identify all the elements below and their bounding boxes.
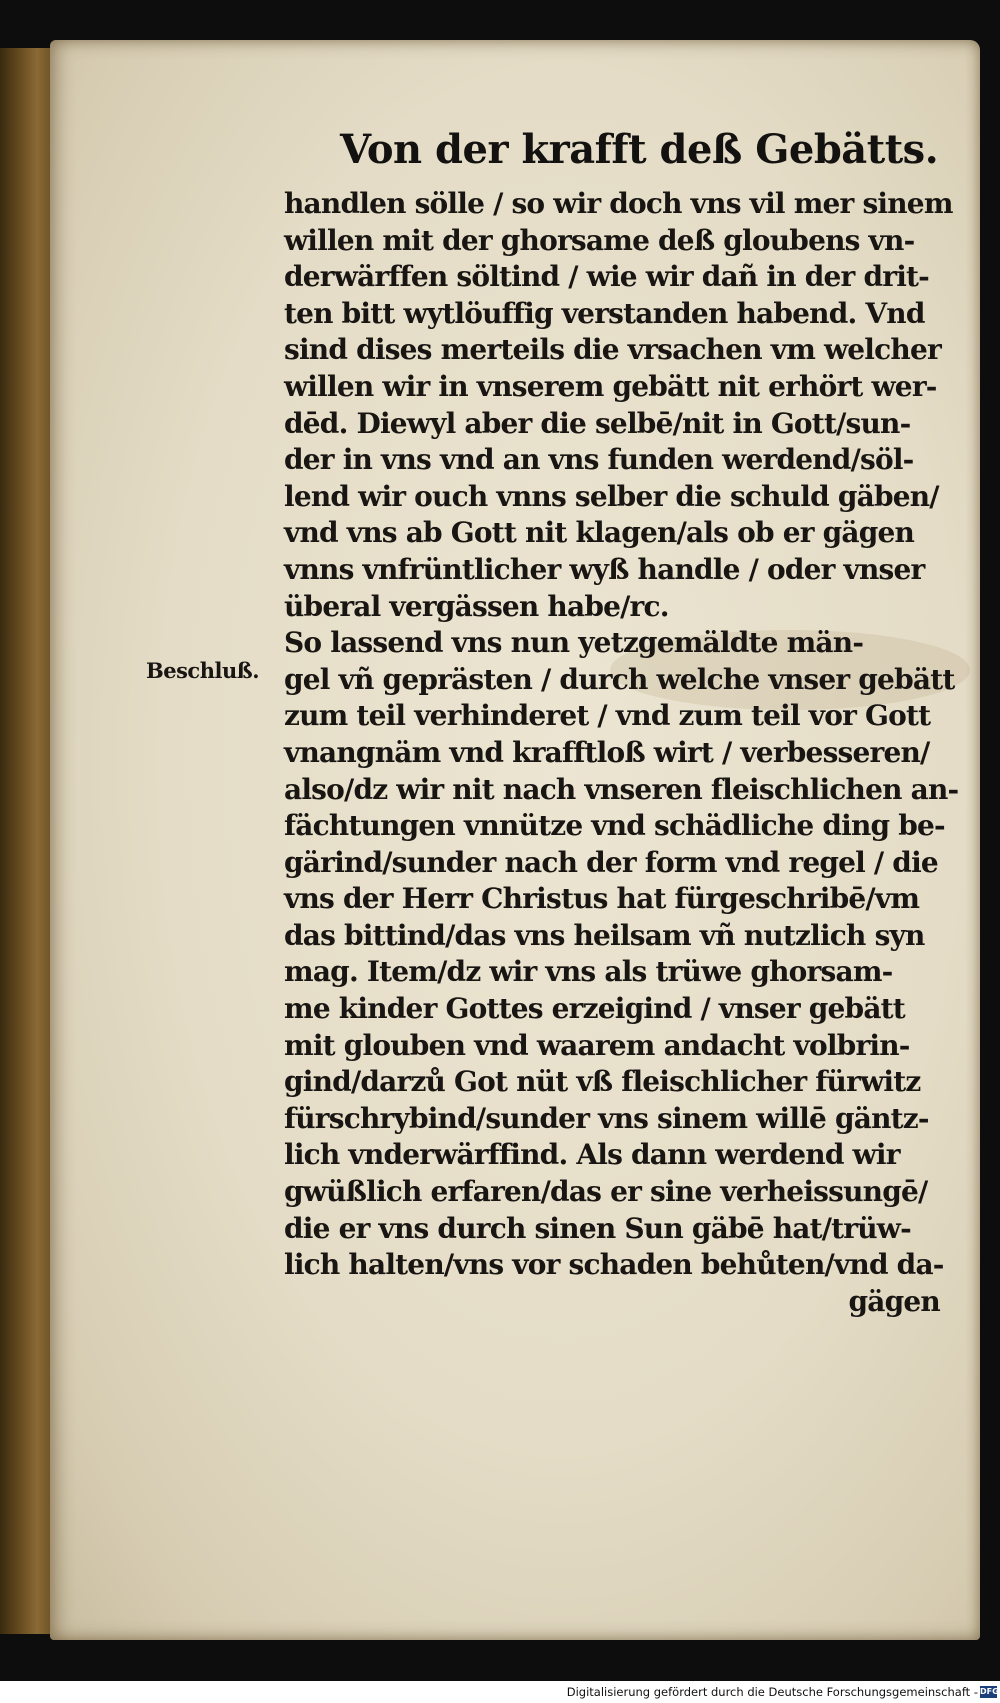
text-line: mag. Item/dz wir vns als trüwe ghorsam- <box>284 955 893 989</box>
digitization-credit: Digitalisierung gefördert durch die Deutsche Forschungsgemeinschaft - <box>566 1685 978 1699</box>
text-line: lich halten/vns vor schaden behůten/vnd da- <box>284 1248 944 1282</box>
text-line: lend wir ouch vnns selber die schuld gäben/ <box>284 479 939 513</box>
text-line: gärind/sunder nach der form vnd regel / die <box>284 845 938 879</box>
text-line: fächtungen vnnütze vnd schädliche ding be- <box>284 809 945 843</box>
text-line: vnd vns ab Gott nit klagen/als ob er gägen <box>284 516 915 550</box>
catchword: gägen <box>848 1284 940 1318</box>
text-line: mit glouben vnd waarem andacht volbrin- <box>284 1028 910 1062</box>
footer-bar <box>0 1681 1000 1703</box>
text-line: So lassend vns nun yetzgemäldte män- <box>284 626 864 660</box>
text-line: gel vñ geprästen / durch welche vnser gebätt <box>284 662 955 696</box>
text-line: vnns vnfrüntlicher wyß handle / oder vnser <box>284 552 925 586</box>
text-block <box>284 186 959 1320</box>
text-line: die er vns durch sinen Sun gäbē hat/trüw- <box>284 1211 911 1245</box>
text-line: me kinder Gottes erzeigind / vnser gebätt <box>284 992 905 1026</box>
text-line: willen wir in vnserem gebätt nit erhört wer- <box>284 369 937 403</box>
text-line: fürschrybind/sunder vns sinem willē gäntz- <box>284 1101 929 1135</box>
text-line: handlen sölle / so wir doch vns vil mer sinem <box>284 187 953 220</box>
text-line: gwüßlich erfaren/das er sine verheissungē/ <box>284 1175 928 1209</box>
text-line: gind/darzů Got nüt vß fleischlicher fürwitz <box>284 1065 921 1099</box>
text-line: lich vnderwärffind. Als dann werdend wir <box>284 1138 900 1172</box>
text-line: das bittind/das vns heilsam vñ nutzlich syn <box>284 918 925 952</box>
text-line: sind dises merteils die vrsachen vm welcher <box>284 333 941 367</box>
text-line: derwärffen söltind / wie wir dañ in der drit- <box>284 260 929 294</box>
text-line: ten bitt wytlöuffig verstanden habend. Vnd <box>284 296 925 330</box>
text-line: vnangnäm vnd krafftloß wirt / verbesseren/ <box>284 735 930 769</box>
text-line: also/dz wir nit nach vnseren fleischlichen an- <box>284 772 959 806</box>
text-line: der in vns vnd an vns funden werdend/söl- <box>284 443 914 477</box>
text-line: willen mit der ghorsame deß gloubens vn- <box>284 223 915 257</box>
text-line: vns der Herr Christus hat fürgeschribē/vm <box>284 882 920 916</box>
dfg-logo-icon: DFG <box>980 1687 999 1696</box>
marginal-note: Beschluß. <box>146 658 259 683</box>
text-line: dēd. Diewyl aber die selbē/nit in Gott/sun- <box>284 406 911 440</box>
running-head: Von der krafft deß Gebätts. <box>340 126 939 173</box>
text-line: zum teil verhinderet / vnd zum teil vor Gott <box>284 699 931 733</box>
text-line: überal vergässen habe/rc. <box>284 589 669 623</box>
